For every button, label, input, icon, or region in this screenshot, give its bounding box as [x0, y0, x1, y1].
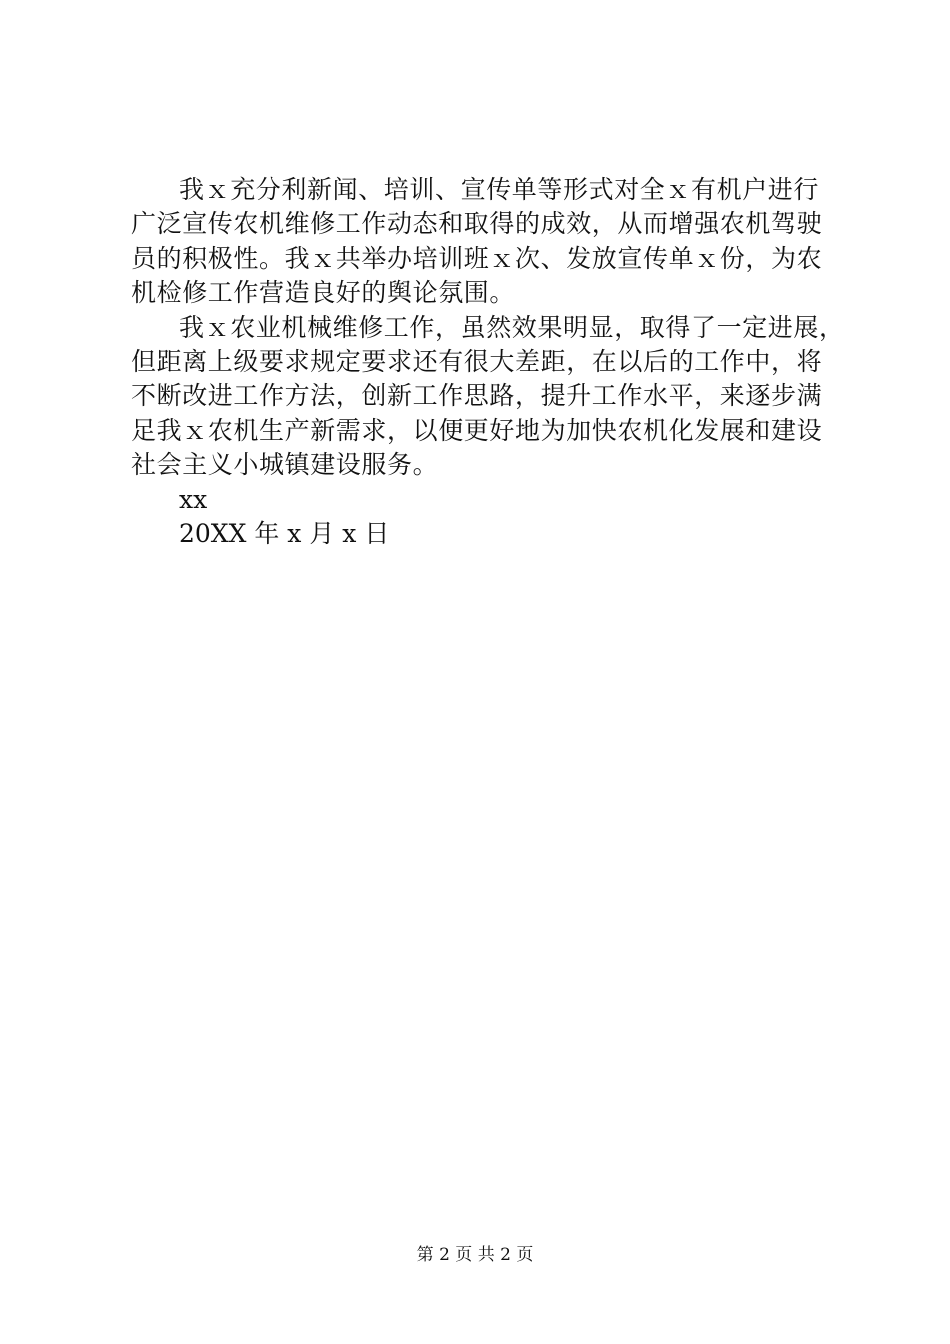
paragraph-line: 员的积极性。我ｘ共举办培训班ｘ次、发放宣传单ｘ份，为农 — [131, 243, 823, 273]
paragraph-line: 我ｘ充分利新闻、培训、宣传单等形式对全ｘ有机户进行 — [179, 175, 820, 204]
paragraph-line: 但距离上级要求规定要求还有很大差距，在以后的工作中，将 — [131, 346, 823, 376]
paragraph-publicity — [131, 173, 843, 311]
page-number-footer: 第 2 页 共 2 页 — [416, 1245, 534, 1265]
paragraph-conclusion — [131, 311, 843, 483]
document-body — [131, 173, 843, 551]
signature-date: 20XX 年 x 月 x 日 — [179, 518, 390, 548]
paragraph-line: 足我ｘ农机生产新需求，以便更好地为加快农机化发展和建设 — [131, 415, 823, 445]
paragraph-line: 不断改进工作方法，创新工作思路，提升工作水平，来逐步满 — [131, 381, 823, 411]
paragraph-line: 广泛宣传农机维修工作动态和取得的成效，从而增强农机驾驶 — [131, 209, 823, 239]
paragraph-line: 机检修工作营造良好的舆论氛围。 — [131, 278, 516, 308]
paragraph-line: 我ｘ农业机械维修工作，虽然效果明显，取得了一定进展， — [179, 312, 845, 342]
paragraph-line: 社会主义小城镇建设服务。 — [131, 450, 439, 480]
signature-name: xx — [179, 484, 208, 514]
